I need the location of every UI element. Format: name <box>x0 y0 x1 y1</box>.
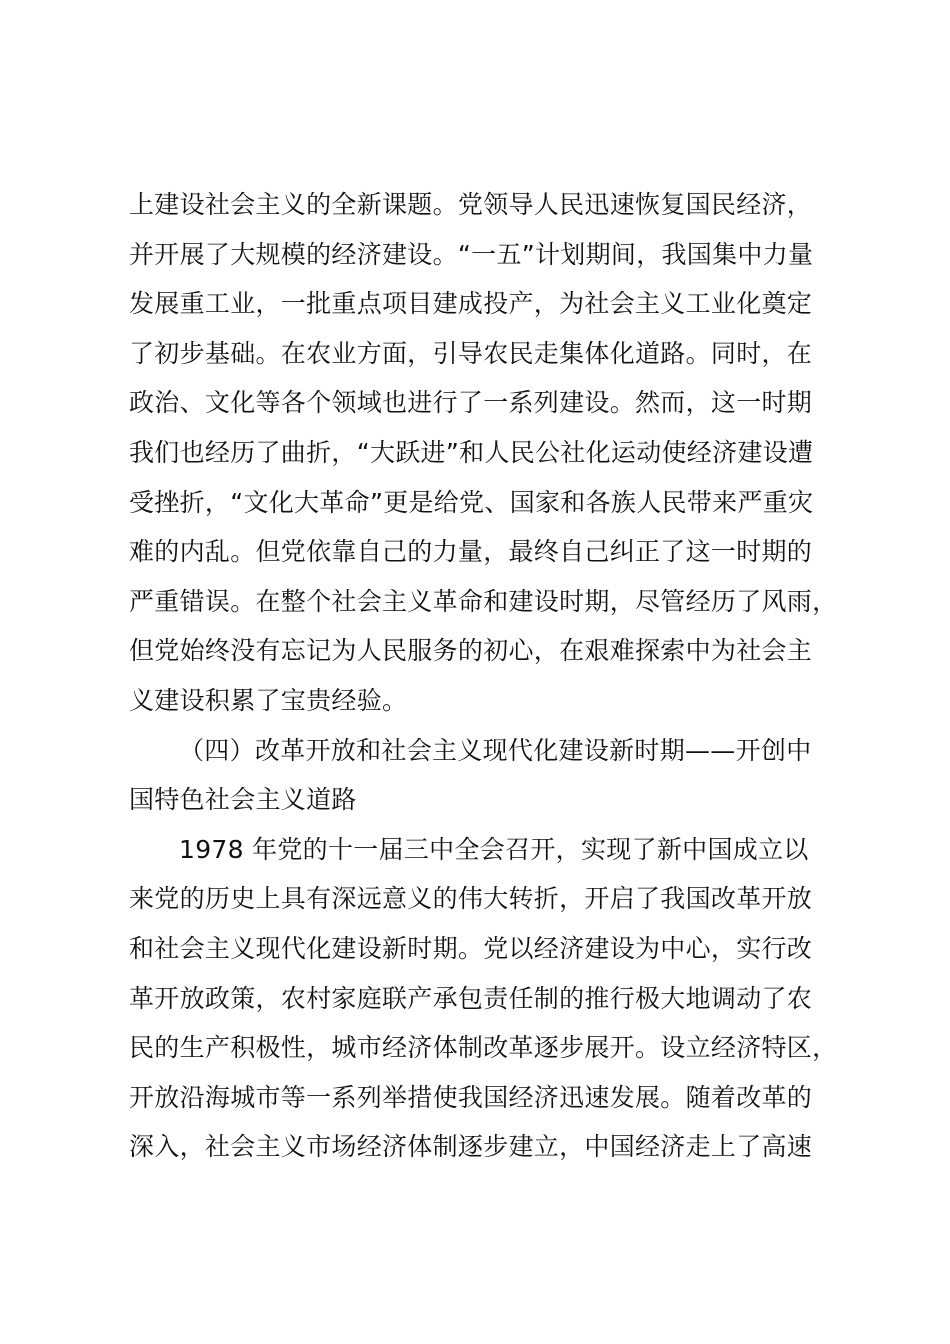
section-heading <box>129 726 869 825</box>
text-line: 和社会主义现代化建设新时期。党以经济建设为中心，实行改 <box>129 933 813 963</box>
paragraph-2 <box>129 825 869 1172</box>
text-line: 政治、文化等各个领域也进行了一系列建设。然而，这一时期 <box>129 388 813 418</box>
text-line: 但党始终没有忘记为人民服务的初心，在艰难探索中为社会主 <box>129 636 813 666</box>
text-line: 发展重工业，一批重点项目建成投产，为社会主义工业化奠定 <box>129 289 813 319</box>
text-line: 严重错误。在整个社会主义革命和建设时期，尽管经历了风雨， <box>129 586 838 616</box>
text-line: 来党的历史上具有深远意义的伟大转折，开启了我国改革开放 <box>129 884 813 914</box>
paragraph-1 <box>129 180 869 726</box>
document-body <box>129 180 869 1172</box>
text-line: 了初步基础。在农业方面，引导农民走集体化道路。同时，在 <box>129 338 813 368</box>
heading-line: （四）改革开放和社会主义现代化建设新时期——开创中 <box>179 735 812 765</box>
text-line: 我们也经历了曲折，“大跃进”和人民公社化运动使经济建设遭 <box>129 437 814 467</box>
text-line: 深入，社会主义市场经济体制逐步建立，中国经济走上了高速 <box>129 1132 813 1162</box>
text-line: 并开展了大规模的经济建设。“一五”计划期间，我国集中力量 <box>129 239 814 269</box>
text-line: 开放沿海城市等一系列举措使我国经济迅速发展。随着改革的 <box>129 1082 813 1112</box>
text-line: 受挫折，“文化大革命”更是给党、国家和各族人民带来严重灾 <box>129 487 814 517</box>
text-line: 义建设积累了宝贵经验。 <box>129 685 408 715</box>
text-line: 1978 年党的十一届三中全会召开，实现了新中国成立以 <box>179 834 809 864</box>
heading-line: 国特色社会主义道路 <box>129 785 357 815</box>
text-line: 民的生产积极性，城市经济体制改革逐步展开。设立经济特区， <box>129 1033 838 1063</box>
text-line: 难的内乱。但党依靠自己的力量，最终自己纠正了这一时期的 <box>129 537 813 567</box>
text-line: 上建设社会主义的全新课题。党领导人民迅速恢复国民经济， <box>129 190 813 219</box>
text-line: 革开放政策，农村家庭联产承包责任制的推行极大地调动了农 <box>129 983 813 1013</box>
